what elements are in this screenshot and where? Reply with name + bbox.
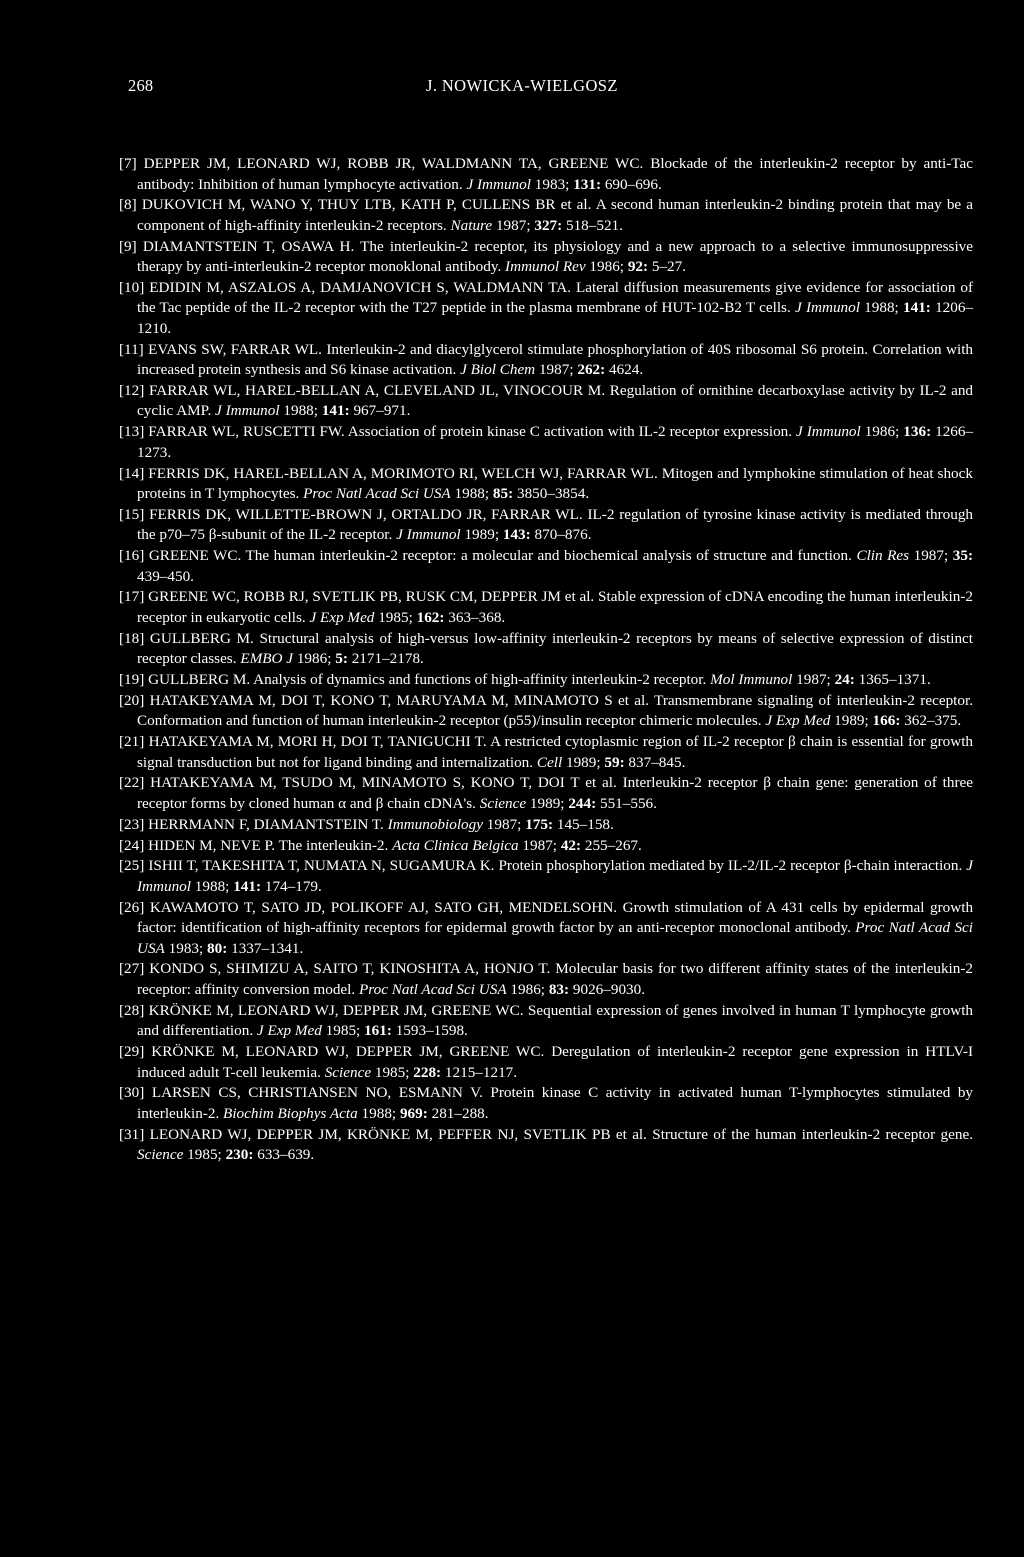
reference-year: 1985; [374,1063,410,1081]
reference-number: [25] [119,857,145,875]
reference-item [119,773,973,814]
reference-authors: HATAKEYAMA M, DOI T, KONO T, MARUYAMA M, MINAMOTO S et al. [149,691,650,709]
reference-title: Lateral diffusion measurements give evidence for association of the Tac peptide of the IL-2 receptor with the T27 peptide in the plasma membrane of HUT-102-B2 T cells. [137,278,974,317]
reference-journal: Acta Clinica Belgica [392,836,519,854]
reference-pages: 145–158. [556,815,614,833]
reference-journal: Nature [450,216,493,234]
reference-year: 1986; [510,980,546,998]
reference-number: [29] [119,1043,145,1061]
reference-year: 1985; [378,608,413,626]
reference-journal: Proc Natl Acad Sci USA [303,485,451,503]
reference-title: A second human interleukin-2 binding protein that may be a component of high-affinity interleukin-2 receptors. [137,196,973,234]
reference-number: [19] [119,671,145,689]
reference-pages: 174–179. [264,877,322,895]
reference-volume: 141: [233,877,262,895]
reference-journal: Biochim Biophys Acta [223,1104,358,1122]
reference-volume: 244: [568,794,597,812]
reference-number: [18] [119,629,145,647]
reference-authors: HATAKEYAMA M, MORI H, DOI T, TANIGUCHI T. [148,733,487,751]
reference-item [119,278,973,340]
reference-item [119,587,973,628]
reference-item [119,670,973,691]
reference-authors: KAWAMOTO T, SATO JD, POLIKOFF AJ, SATO GH, MENDELSOHN. [149,898,618,916]
reference-authors: DEPPER JM, LEONARD WJ, ROBB JR, WALDMANN TA, GREENE WC. [143,155,644,172]
reference-pages: 2171–2178. [351,650,424,668]
reference-title: Protein kinase C activity in activated human T-lymphocytes stimulated by interleukin-2. [137,1084,974,1122]
reference-authors: GREENE WC. [148,547,242,565]
reference-number: [22] [119,774,145,792]
reference-volume: 141: [321,402,350,420]
reference-item [119,154,973,195]
reference-item [119,1042,973,1083]
reference-year: 1989; [565,753,601,771]
reference-number: [9] [119,237,137,255]
reference-volume: 230: [225,1146,254,1164]
reference-journal: Immunobiology [387,815,483,833]
reference-authors: FARRAR WL, HAREL-BELLAN A, CLEVELAND JL, VINOCOUR M. [148,381,606,399]
reference-number: [26] [119,898,145,916]
reference-number: [10] [119,278,145,296]
reference-number: [24] [119,836,145,854]
reference-number: [20] [119,691,145,709]
reference-volume: 166: [872,712,901,730]
reference-item [119,732,973,773]
reference-authors: LEONARD WJ, DEPPER JM, KRÖNKE M, PEFFER NJ, SVETLIK PB et al. [149,1125,647,1143]
reference-item [119,1125,973,1166]
reference-title: Interleukin-2 receptor β chain gene: generation of three receptor forms by cloned human α and β chain cDNA's. [137,774,974,812]
reference-authors: HERRMANN F, DIAMANTSTEIN T. [148,815,384,833]
reference-title: The interleukin-2. [278,836,389,854]
reference-authors: DUKOVICH M, WANO Y, THUY LTB, KATH P, CULLENS BR et al. [141,196,592,214]
reference-volume: 161: [364,1022,392,1040]
reference-number: [30] [119,1084,145,1102]
reference-number: [16] [119,547,145,565]
running-head: J. NOWICKA-WIELGOSZ [426,76,618,95]
reference-year: 1987; [522,836,558,854]
reference-pages: 967–971. [353,402,411,420]
reference-title: Growth stimulation of A 431 cells by epidermal growth factor: identification of high-affinity receptors for epidermal growth factor by an anti-receptor monoclonal antibody. [137,898,974,937]
reference-volume: 136: [903,423,932,441]
reference-pages: 5–27. [651,258,687,276]
reference-volume: 59: [604,753,625,771]
reference-journal: J Immunol [137,857,974,895]
reference-year: 1985; [325,1022,361,1040]
reference-year: 1987; [538,361,574,379]
reference-pages: 518–521. [565,216,623,234]
reference-year: 1988; [194,877,230,895]
reference-title: The human interleukin-2 receptor: a molecular and biochemical analysis of structure and function. [245,547,852,565]
reference-title: Protein phosphorylation mediated by IL-2/IL-2 receptor β-chain interaction. [498,857,963,875]
reference-year: 1987; [495,216,531,234]
reference-journal: J Biol Chem [460,361,536,379]
reference-volume: 175: [525,815,554,833]
reference-title: Blockade of the interleukin-2 receptor by anti-Tac antibody: Inhibition of human lymphocyte activation. [137,155,973,193]
reference-title: A restricted cytoplasmic region of IL-2 receptor β chain is essential for growth signal transduction but not for ligand binding and internalization. [137,733,974,771]
reference-year: 1987; [913,547,949,565]
page-number: 268 [128,76,154,95]
reference-journal: EMBO J [240,650,294,668]
reference-item [119,546,973,587]
reference-item [119,898,973,960]
reference-volume: 92: [627,258,649,276]
reference-pages: 837–845. [628,753,686,771]
reference-pages: 255–267. [584,836,642,854]
reference-pages: 1337–1341. [231,939,304,957]
reference-item [119,836,973,857]
reference-item [119,464,973,505]
reference-authors: ISHII T, TAKESHITA T, NUMATA N, SUGAMURA K. [148,857,495,875]
reference-journal: Proc Natl Acad Sci USA [137,919,973,957]
reference-volume: 85: [492,485,514,503]
reference-volume: 5: [335,650,348,668]
reference-item [119,959,973,1000]
reference-item [119,381,973,422]
reference-volume: 131: [573,175,602,193]
reference-title: IL-2 regulation of tyrosine kinase activity is mediated through the p70–75 β-subunit of the IL-2 receptor. [137,505,974,544]
reference-volume: 143: [502,526,531,544]
reference-pages: 690–696. [604,175,662,193]
reference-journal: Mol Immunol [710,671,793,689]
reference-authors: FERRIS DK, HAREL-BELLAN A, MORIMOTO RI, WELCH WJ, FARRAR WL. [148,464,658,482]
reference-journal: J Immunol [215,402,280,420]
reference-number: [7] [119,155,137,172]
reference-number: [13] [119,423,145,441]
reference-item [119,815,973,836]
reference-year: 1983; [168,939,204,957]
reference-authors: HATAKEYAMA M, TSUDO M, MINAMOTO S, KONO T, DOI T et al. [150,774,617,792]
reference-title: The interleukin-2 receptor, its physiology and a new approach to a selective immunosuppressive therapy by anti-interleukin-2 receptor monoklonal antibody. [137,237,974,276]
reference-number: [11] [119,340,144,358]
reference-journal: J Exp Med [309,608,375,626]
reference-journal: Clin Res [856,547,910,565]
reference-authors: KRÖNKE M, LEONARD WJ, DEPPER JM, GREENE WC. [151,1043,545,1061]
reference-year: 1988; [864,299,899,317]
reference-title: Structural analysis of high-versus low-affinity interleukin-2 receptors by means of selective expression of distinct receptor classes. [137,629,974,668]
reference-year: 1988; [361,1104,397,1122]
reference-volume: 262: [577,361,606,379]
reference-volume: 141: [903,299,931,317]
reference-authors: GREENE WC, ROBB RJ, SVETLIK PB, RUSK CM, DEPPER JM et al. [148,588,595,606]
reference-title: Stable expression of cDNA encoding the human interleukin-2 receptor in eukaryotic cells. [137,588,973,626]
reference-pages: 551–556. [599,794,657,812]
reference-volume: 327: [534,216,563,234]
reference-journal: J Exp Med [765,712,831,730]
reference-item [119,422,973,463]
reference-item [119,1083,973,1124]
reference-journal: Science [479,794,527,812]
reference-pages: 362–375. [904,712,962,730]
reference-title: Transmembrane signaling of interleukin-2 receptor. Conformation and function of human interleukin-2 receptor (p55)/insulin receptor chimeric molecules. [137,691,974,730]
reference-volume: 42: [560,836,582,854]
reference-authors: EVANS SW, FARRAR WL. [148,340,322,358]
reference-year: 1986; [864,423,900,441]
reference-year: 1987; [796,671,831,689]
reference-pages: 870–876. [534,526,592,544]
reference-volume: 80: [207,939,228,957]
reference-authors: KONDO S, SHIMIZU A, SAITO T, KINOSHITA A, HONJO T. [149,960,551,978]
reference-number: [27] [119,960,145,978]
reference-journal: Cell [536,753,563,771]
reference-year: 1989; [834,712,869,730]
reference-pages: 439–450. [137,567,194,585]
reference-year: 1986; [296,650,332,668]
reference-authors: DIAMANTSTEIN T, OSAWA H. [142,237,355,255]
reference-pages: 1215–1217. [444,1063,518,1081]
reference-pages: 1365–1371. [858,671,931,689]
reference-list [119,154,973,1166]
reference-number: [28] [119,1001,145,1019]
reference-title: Sequential expression of genes involved in human T lymphocyte growth and differentiation. [137,1001,974,1040]
reference-authors: EDIDIN M, ASZALOS A, DAMJANOVICH S, WALDMANN TA. [149,278,572,296]
reference-year: 1987; [486,815,522,833]
reference-journal: Science [137,1146,184,1164]
reference-authors: LARSEN CS, CHRISTIANSEN NO, ESMANN V. [151,1084,483,1102]
reference-journal: Proc Natl Acad Sci USA [358,980,507,998]
reference-item [119,237,973,278]
reference-volume: 228: [413,1063,442,1081]
reference-number: [15] [119,505,145,523]
reference-number: [8] [119,196,137,214]
reference-item [119,856,973,897]
reference-year: 1989; [464,526,500,544]
reference-year: 1988; [454,485,490,503]
reference-authors: HIDEN M, NEVE P. [148,836,276,854]
reference-journal: Science [324,1063,372,1081]
reference-number: [23] [119,815,145,833]
reference-item [119,629,973,670]
reference-volume: 24: [834,671,855,689]
reference-year: 1985; [187,1146,222,1164]
reference-title: Molecular basis for two different affinity states of the interleukin-2 receptor: affinity conversion model. [137,960,974,998]
reference-journal: J Immunol [795,299,860,317]
reference-pages: 363–368. [448,608,506,626]
reference-title: Association of protein kinase C activation with IL-2 receptor expression. [347,423,793,441]
reference-pages: 1266–1273. [137,423,974,461]
reference-item [119,340,973,381]
reference-item [119,505,973,546]
reference-pages: 1593–1598. [395,1022,468,1040]
reference-journal: J Immunol [796,423,861,441]
reference-pages: 281–288. [431,1104,489,1122]
reference-number: [21] [119,733,145,751]
reference-title: Regulation of ornithine decarboxylase activity by IL-2 and cyclic AMP. [137,381,974,420]
reference-volume: 162: [416,608,445,626]
reference-authors: KRÖNKE M, LEONARD WJ, DEPPER JM, GREENE WC. [148,1001,524,1019]
reference-item [119,1001,973,1042]
reference-journal: J Exp Med [256,1022,322,1040]
reference-journal: J Immunol [396,526,461,544]
page-header [0,76,1024,100]
reference-volume: 969: [399,1104,428,1122]
reference-journal: Immunol Rev [505,258,586,276]
reference-year: 1986; [589,258,625,276]
reference-authors: FARRAR WL, RUSCETTI FW. [148,423,345,441]
reference-pages: 4624. [609,361,644,379]
reference-volume: 35: [952,547,973,565]
reference-authors: FERRIS DK, WILLETTE-BROWN J, ORTALDO JR, FARRAR WL. [149,505,583,523]
reference-item [119,195,973,236]
reference-title: Deregulation of interleukin-2 receptor gene expression in HTLV-I induced adult T-cell leukemia. [137,1043,974,1081]
reference-authors: GULLBERG M. [149,629,254,647]
reference-pages: 3850–3854. [516,485,590,503]
reference-year: 1988; [283,402,318,420]
reference-journal: J Immunol [466,175,531,193]
reference-item [119,691,973,732]
reference-pages: 1206–1210. [137,299,974,337]
reference-pages: 633–639. [257,1146,315,1164]
reference-authors: GULLBERG M. [148,671,251,689]
reference-title: Mitogen and lymphokine stimulation of heat shock proteins in T lymphocytes. [137,464,973,503]
reference-year: 1989; [529,794,565,812]
reference-pages: 9026–9030. [572,980,646,998]
reference-year: 1983; [534,175,570,193]
reference-number: [12] [119,381,145,399]
reference-title: Structure of the human interleukin-2 receptor gene. [652,1125,973,1143]
reference-number: [31] [119,1125,145,1143]
reference-title: Interleukin-2 and diacylglycerol stimulate phosphorylation of 40S ribosomal S6 protein. Correlation with increased protein synthesis and S6 kinase activation. [137,340,974,379]
reference-title: Analysis of dynamics and functions of high-affinity interleukin-2 receptor. [253,671,707,689]
reference-number: [14] [119,464,145,482]
reference-number: [17] [119,588,145,606]
reference-volume: 83: [548,980,570,998]
